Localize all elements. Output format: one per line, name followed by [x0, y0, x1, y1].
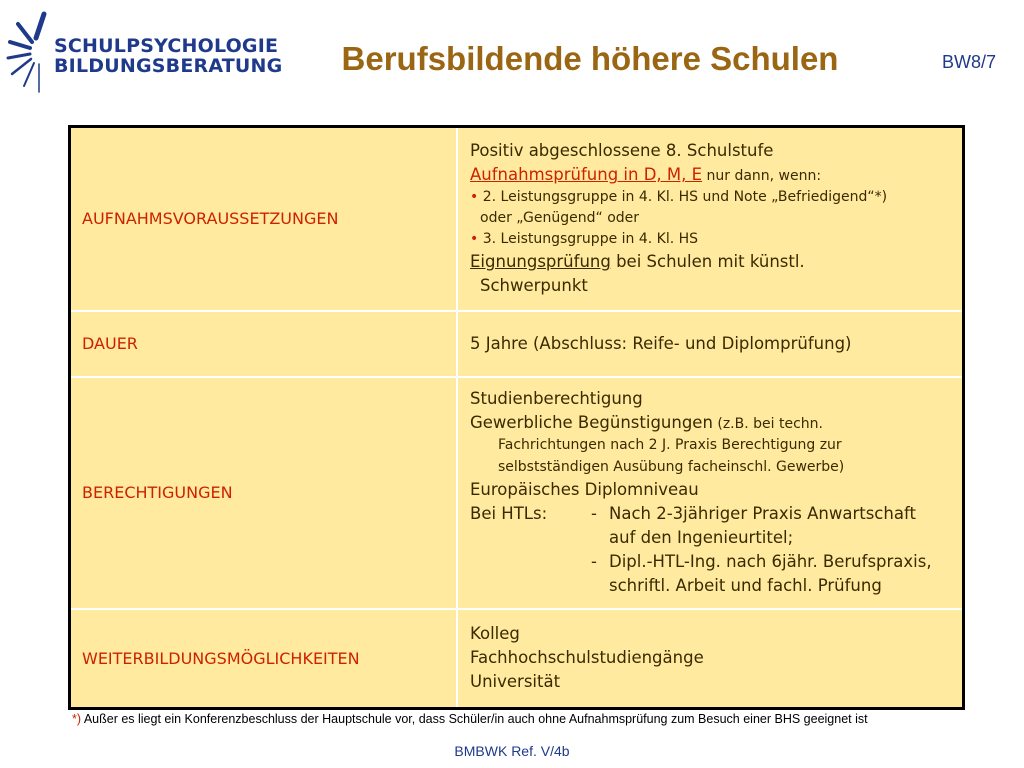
weiter-kolleg: Kolleg — [470, 624, 520, 644]
htl-item-1-line-b: auf den Ingenieurtitel; — [609, 528, 794, 548]
berechtigung-gewerbe-note: (z.B. bei techn. — [712, 415, 823, 432]
row-content-dauer — [457, 311, 964, 377]
aufnahme-eignung-rest: bei Schulen mit künstl. — [610, 252, 805, 272]
footer-reference: BMBWK Ref. V/4b — [454, 743, 570, 759]
footnote-mark: *) — [72, 712, 82, 726]
weiter-fh: Fachhochschulstudiengänge — [470, 648, 704, 668]
page-title: Berufsbildende höhere Schulen — [341, 40, 839, 77]
aufnahme-bullet-1-cont: oder „Genügend“ oder — [480, 210, 640, 227]
row-content-berechtigungen — [457, 377, 964, 609]
footnote-text: Außer es liegt ein Konferenzbeschluss der Hauptschule vor, dass Schüler/in auch ohne Aufnahmsprüfung zum Besuch einer BHS geeignet ist — [81, 712, 868, 726]
berechtigung-gewerbe-note-3: selbstständigen Ausübung facheinschl. Gewerbe) — [498, 458, 845, 475]
slide-reference: BW8/7 — [941, 52, 996, 72]
row-label-weiter: WEITERBILDUNGSMÖGLICHKEITEN — [70, 609, 458, 709]
weiter-uni: Universität — [470, 672, 561, 692]
logo-line-1: SCHULPSYCHOLOGIE — [54, 35, 279, 57]
row-label-aufnahme: AUFNAHMSVORAUSSETZUNGEN — [70, 127, 458, 311]
berechtigung-gewerbe-main: Gewerbliche Begünstigungen — [470, 412, 713, 432]
bullet-icon: • — [470, 189, 483, 206]
eignungspruefung-term: Eignungsprüfung — [470, 252, 611, 272]
info-table — [68, 125, 965, 710]
table-row-berechtigungen — [70, 377, 964, 609]
aufnahme-line-1: Positiv abgeschlossene 8. Schulstufe — [470, 141, 774, 161]
berechtigung-europa: Europäisches Diplomniveau — [470, 480, 699, 500]
row-label-berechtigungen: BERECHTIGUNGEN — [70, 377, 458, 609]
htl-item-1 — [470, 502, 954, 550]
aufnahme-line-2-rest: nur dann, wenn: — [702, 168, 822, 185]
htl-item-2-line-b: schriftl. Arbeit und fachl. Prüfung — [609, 576, 882, 596]
htl-lead-spacer — [470, 550, 591, 598]
aufnahme-pruefung-link: Aufnahmsprüfung in D, M, E — [470, 165, 703, 185]
logo-line-2: BILDUNGSBERATUNG — [54, 55, 283, 77]
aufnahme-bullet-2-text: 3. Leistungsgruppe in 4. Kl. HS — [482, 231, 699, 248]
aufnahme-eignung-cont: Schwerpunkt — [480, 276, 588, 296]
berechtigung-gewerbe — [470, 411, 954, 435]
htl-item-1-line-a: Nach 2-3jähriger Praxis Anwartschaft — [609, 504, 916, 524]
htl-item-1-text — [609, 502, 916, 550]
htl-lead: Bei HTLs: — [470, 504, 548, 524]
aufnahme-eignung — [470, 250, 954, 274]
aufnahme-line-2 — [470, 163, 954, 187]
table-row-dauer — [70, 311, 964, 377]
row-content-aufnahme — [457, 127, 964, 311]
htl-dash: - — [591, 504, 597, 524]
row-content-weiter — [457, 609, 964, 709]
aufnahme-bullet-2 — [470, 229, 954, 250]
dauer-text: 5 Jahre (Abschluss: Reife- und Diplomprüfung) — [470, 333, 852, 353]
htl-item-2-text — [609, 550, 932, 598]
htl-dash: - — [591, 552, 597, 572]
htl-item-2 — [470, 550, 954, 598]
table-row-weiter — [70, 609, 964, 709]
footnote — [72, 712, 868, 726]
table-row-aufnahme — [70, 127, 964, 311]
aufnahme-bullet-1-text: 2. Leistungsgruppe in 4. Kl. HS und Note „Befriedigend“*) — [482, 189, 888, 206]
aufnahme-bullet-1 — [470, 187, 954, 208]
bullet-icon: • — [470, 231, 483, 248]
htl-item-2-line-a: Dipl.-HTL-Ing. nach 6jähr. Berufspraxis, — [609, 552, 932, 572]
row-label-dauer: DAUER — [70, 311, 458, 377]
berechtigung-studien: Studienberechtigung — [470, 389, 643, 409]
berechtigung-gewerbe-note-2: Fachrichtungen nach 2 J. Praxis Berechtigung zur — [498, 436, 842, 453]
